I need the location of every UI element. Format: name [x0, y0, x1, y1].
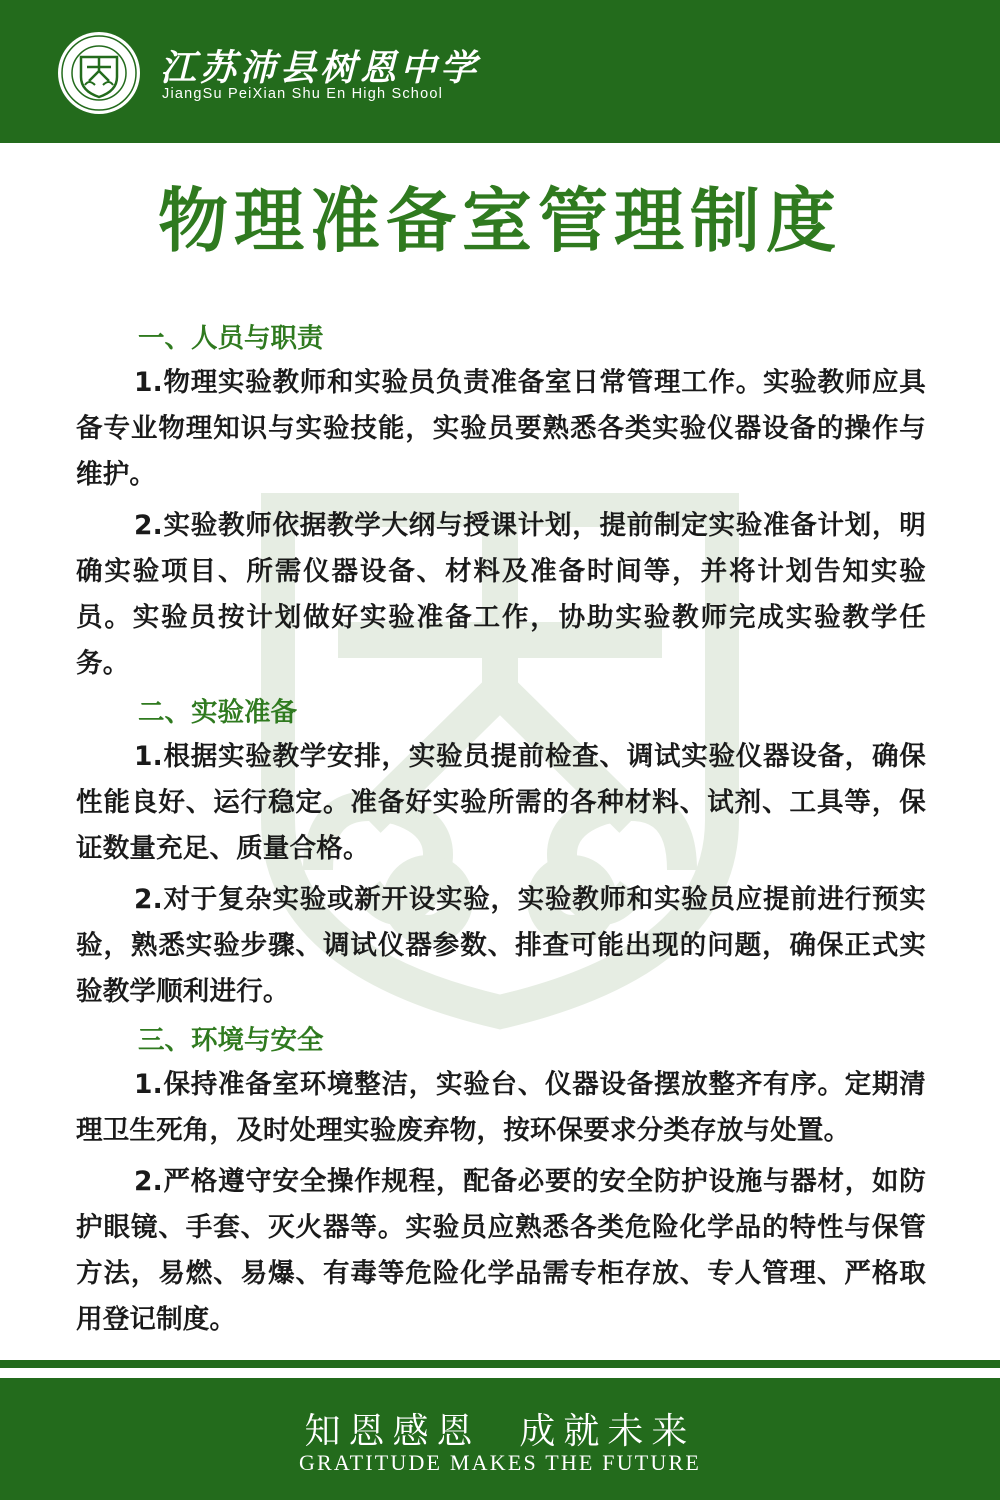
slogan-chinese: 知恩感恩 成就未来 — [304, 1411, 696, 1452]
section-paragraph: 1.根据实验教学安排，实验员提前检查、调试实验仪器设备，确保性能良好、运行稳定。准备好实验所需的各种材料、试剂、工具等，保证数量充足、质量合格。 — [76, 741, 926, 864]
page-title: 物理准备室管理制度 — [158, 180, 842, 262]
section-paragraph: 2.对于复杂实验或新开设实验，实验教师和实验员应提前进行预实验，熟悉实验步骤、调试仪器参数、排查可能出现的问题，确保正式实验教学顺利进行。 — [76, 884, 926, 1007]
section-paragraph: 1.物理实验教师和实验员负责准备室日常管理工作。实验教师应具备专业物理知识与实验技能，实验员要熟悉各类实验仪器设备的操作与维护。 — [76, 367, 926, 490]
section-personnel — [76, 318, 926, 687]
footer-divider — [0, 1360, 1000, 1368]
section-paragraph: 2.严格遵守安全操作规程，配备必要的安全防护设施与器材，如防护眼镜、手套、灭火器等。实验员应熟悉各类危险化学品的特性与保管方法，易燃、易爆、有毒等危险化学品需专柜存放、专人管理、严格取用登记制度。 — [76, 1166, 926, 1335]
section-paragraph: 1.保持准备室环境整洁，实验台、仪器设备摆放整齐有序。定期清理卫生死角，及时处理实验废弃物，按环保要求分类存放与处置。 — [76, 1069, 926, 1146]
header-banner — [0, 0, 1000, 143]
section-preparation — [76, 692, 926, 1015]
regulation-content — [76, 318, 926, 1348]
slogan-english: GRATITUDE MAKES THE FUTURE — [298, 1450, 702, 1475]
section-heading: 二、实验准备 — [138, 697, 297, 728]
section-safety — [76, 1020, 926, 1343]
school-name-chinese: 江苏沛县树恩中学 — [160, 47, 481, 89]
section-heading: 三、环境与安全 — [138, 1025, 324, 1056]
section-heading: 一、人员与职责 — [138, 323, 324, 354]
school-logo-icon — [57, 31, 141, 115]
school-name-english: JiangSu PeiXian Shu En High School — [162, 86, 444, 102]
section-paragraph: 2.实验教师依据教学大纲与授课计划，提前制定实验准备计划，明确实验项目、所需仪器设备、材料及准备时间等，并将计划告知实验员。实验员按计划做好实验准备工作，协助实验教师完成实验教学任务。 — [76, 510, 926, 679]
